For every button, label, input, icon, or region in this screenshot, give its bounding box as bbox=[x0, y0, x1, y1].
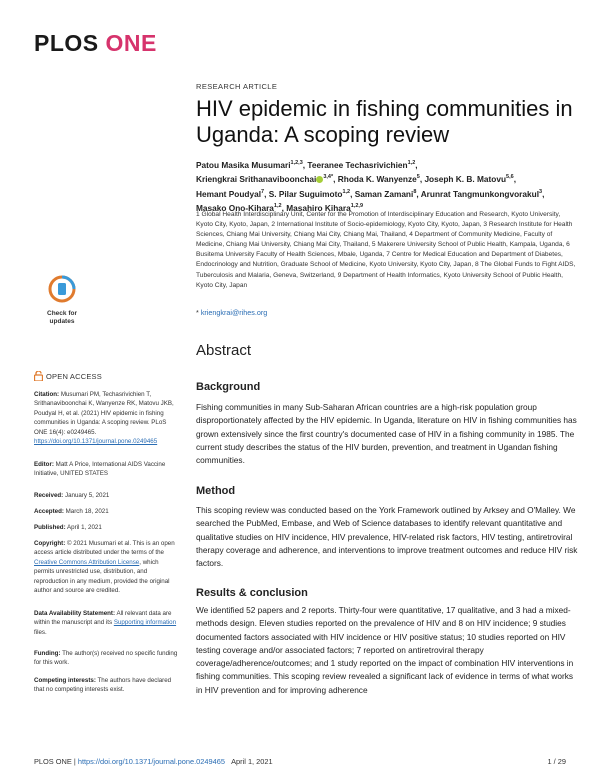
funding-label: Funding: bbox=[34, 650, 61, 657]
page-number: 1 / 29 bbox=[547, 757, 566, 766]
citation-text: Musumari PM, Techasrivichien T, Srithanaviboonchai K, Wanyenze RK, Matovu JKB, Poudyal H, et al. (2021) HIV epidemic in fishing communities in Uganda: A scoping review. PLoS ONE 16(4): e0249465. bbox=[34, 391, 174, 436]
section-heading-method: Method bbox=[196, 485, 236, 497]
data-availability-label: Data Availability Statement: bbox=[34, 610, 116, 617]
author-name[interactable]: Patou Masika Musumari bbox=[196, 159, 291, 170]
funding-block bbox=[34, 649, 179, 668]
citation-block bbox=[34, 390, 179, 446]
footer-doi-link[interactable]: https://doi.org/10.1371/journal.pone.0249465 bbox=[77, 757, 225, 766]
competing-interests-block bbox=[34, 676, 179, 695]
check-updates-line1: Check for bbox=[47, 310, 77, 317]
author-affil-sup: 5 bbox=[416, 174, 420, 181]
section-text-background: Fishing communities in many Sub-Saharan African countries are a high-risk population group disproportionately affected by the HIV epidemic. In Uganda, literature on HIV in fishing communities has grown extensively since the first country's documented case of HIV in a fishing community in 1985. The current study describes the status of the HIV burden, prevention, and treatment in Ugandan fishing communities. bbox=[196, 402, 577, 466]
copyright-text-b: , which permits unrestricted use, distribution, and reproduction in any medium, provided the original author and source are credited. bbox=[34, 558, 170, 595]
accepted-label: Accepted: bbox=[34, 508, 64, 515]
corresponding-marker: * bbox=[196, 308, 199, 317]
check-for-updates-badge[interactable] bbox=[36, 275, 88, 329]
footer-left bbox=[34, 757, 273, 766]
corresponding-email-link[interactable]: kriengkrai@rihes.org bbox=[200, 308, 268, 317]
author-affil-sup: 1,2 bbox=[273, 202, 282, 209]
editor-text: Matt A Price, International AIDS Vaccine Initiative, UNITED STATES bbox=[34, 461, 166, 478]
footer-separator: | bbox=[71, 757, 78, 766]
author-affil-sup: 8 bbox=[413, 188, 417, 195]
editor-label: Editor: bbox=[34, 461, 54, 468]
data-availability-text-b: files. bbox=[34, 628, 47, 636]
affiliations: 1 Global Health Interdisciplinary Unit, Center for the Promotion of Interdisciplinary Education and Research, Kyoto University, Kyoto City, Kyoto, Japan, 2 International Institute of Socio-epidemiology, Kyoto City, Kyoto, Japan, 3 Research Institute for Health Sciences, Chiang Mai University, Chiang Mai City, Chiang Mai, Thailand, 4 Department of Community Medicine, Faculty of Medicine, Chiang Mai University, Chiang Mai City, Thailand, 5 Makerere University School of Public Health, Kampala, Uganda, 6 Busitema University Faculty of Health Sciences, Mbale, Uganda, 7 Centre for Medical Education and Department of Diabetes, Endocrinology and Nutrition, Graduate School of Medicine, Kyoto University, Kyoto City, Japan, 8 The Global Funds to Fight AIDS, Tuberculosis and Malaria, Geneva, Switzerland, 9 Department of Health Informatics, Kyoto University School of Public Health, Kyoto City, Japan bbox=[196, 211, 576, 289]
author-affil-sup: 3 bbox=[539, 188, 543, 195]
author-name[interactable]: Rhoda K. Wanyenze bbox=[337, 174, 417, 185]
editor-block bbox=[34, 460, 179, 479]
author-affil-sup: 1,2 bbox=[342, 188, 351, 195]
open-access-text: OPEN ACCESS bbox=[46, 372, 102, 381]
author-affil-sup: 1,2,9 bbox=[350, 202, 363, 209]
author-affil-sup: 5,6 bbox=[506, 174, 514, 181]
author-name[interactable]: Joseph K. B. Matovu bbox=[424, 174, 507, 185]
page-footer bbox=[34, 757, 566, 766]
journal-logo-plos: PLOS bbox=[34, 30, 99, 56]
section-heading-background: Background bbox=[196, 381, 261, 393]
journal-logo-one: ONE bbox=[105, 30, 157, 56]
author-affil-sup: 1,2 bbox=[407, 160, 416, 166]
author-affil-sup: 7 bbox=[261, 188, 265, 195]
corresponding-author bbox=[196, 308, 267, 317]
author-name[interactable]: S. Pilar Suguimoto bbox=[268, 188, 343, 199]
author-affil-sup: 1,2,3 bbox=[290, 160, 303, 166]
license-link[interactable]: Creative Commons Attribution License bbox=[34, 558, 140, 566]
author-list: Patou Masika Musumari$^{1,2,3}$, Teeranee Techasrivichien$^{1,2}$, Kriengkrai Srithanaviboonchai $^{3,4*}$, Rhoda K. Wanyenze$^5$, Joseph K. B. Matovu$^{5,6}$, Hemant Poudyal$^7$, S. Pilar Suguimoto$^{1,2}$, Saman Zamani$^8$, Arunrat Tangmunkongvorakul$^3$, Masako Ono-Kihara$^{1,2}$, Masahiro Kihara$^{1,2,9}$ bbox=[196, 159, 545, 213]
article-type: RESEARCH ARTICLE bbox=[196, 82, 278, 91]
funding-text: The author(s) received no specific funding for this work. bbox=[34, 650, 178, 667]
section-text-results: We identified 52 papers and 2 reports. Thirty-four were quantitative, 17 qualitative, and 3 had a mixed-methods design. Eleven studies reported on the prevalence of HIV and 8 on HIV incidence; 9 studies documented factors associated with HIV incidence or HIV positive status; 10 studies reported on HIV testing coverage and/or associated factors; 7 reported on antiretroviral therapy coverage/adherence/outcomes; and 1 study reported on the impact of combination HIV interventions in fishing communities. This scoping review revealed a significant lack of evidence in terms of what works in HIV prevention and for improving adherence bbox=[196, 605, 574, 695]
author-name[interactable]: Masako Ono-Kihara bbox=[196, 202, 274, 213]
citation-doi-link[interactable]: https://doi.org/10.1371/journal.pone.0249465 bbox=[34, 438, 158, 446]
author-name[interactable]: Hemant Poudyal bbox=[196, 188, 262, 199]
check-updates-label bbox=[36, 310, 88, 325]
author-name[interactable]: Masahiro Kihara bbox=[286, 202, 351, 213]
abstract-heading: Abstract bbox=[196, 342, 252, 359]
supporting-info-link[interactable]: Supporting information bbox=[113, 619, 177, 627]
data-availability-block bbox=[34, 609, 179, 637]
check-updates-line2: updates bbox=[49, 317, 75, 325]
received-date: January 5, 2021 bbox=[64, 492, 110, 499]
published-date: April 1, 2021 bbox=[67, 524, 102, 531]
section-text-method: This scoping review was conducted based on the York Framework outlined by Arksey and O'Malley. We searched the PubMed, Embase, and Web of Science databases to identify relevant quantitative and qualitative studies on HIV incidence, HIV prevalence, HIV-related risk factors, HIV testing, antiretroviral therapy coverage and adherence, and interventions to improve treatment outcomes and reduce HIV risk factors. bbox=[196, 505, 578, 569]
accepted-date: March 18, 2021 bbox=[65, 508, 109, 515]
copyright-block bbox=[34, 539, 179, 595]
citation-label: Citation: bbox=[34, 391, 60, 398]
journal-logo bbox=[34, 30, 157, 57]
published-block bbox=[34, 523, 179, 532]
published-label: Published: bbox=[34, 524, 66, 531]
open-lock-icon bbox=[34, 371, 43, 381]
received-label: Received: bbox=[34, 492, 64, 499]
competing-interests-label: Competing interests: bbox=[34, 677, 96, 684]
open-access-label bbox=[34, 371, 102, 381]
copyright-label: Copyright: bbox=[34, 540, 66, 547]
footer-date: April 1, 2021 bbox=[231, 757, 273, 766]
author-name[interactable]: Arunrat Tangmunkongvorakul bbox=[420, 188, 540, 199]
accepted-block bbox=[34, 507, 179, 516]
author-affil-sup: 3,4* bbox=[323, 174, 334, 181]
author-name[interactable]: Teeranee Techasrivichien bbox=[307, 159, 408, 170]
copyright-text-a: © 2021 Musumari et al. This is an open access article distributed under the terms of the bbox=[34, 540, 175, 557]
competing-interests-text: The authors have declared that no competing interests exist. bbox=[34, 677, 172, 694]
footer-journal: PLOS ONE bbox=[34, 757, 72, 766]
check-updates-icon bbox=[48, 275, 76, 303]
data-availability-text-a: All relevant data are within the manuscript and its bbox=[34, 610, 172, 627]
author-name[interactable]: Saman Zamani bbox=[354, 188, 414, 199]
received-block bbox=[34, 491, 179, 500]
article-title: HIV epidemic in fishing communities in Uganda: A scoping review bbox=[196, 96, 573, 147]
section-heading-results: Results & conclusion bbox=[196, 587, 308, 599]
author-name[interactable]: Kriengkrai Srithanaviboonchai bbox=[196, 174, 317, 185]
